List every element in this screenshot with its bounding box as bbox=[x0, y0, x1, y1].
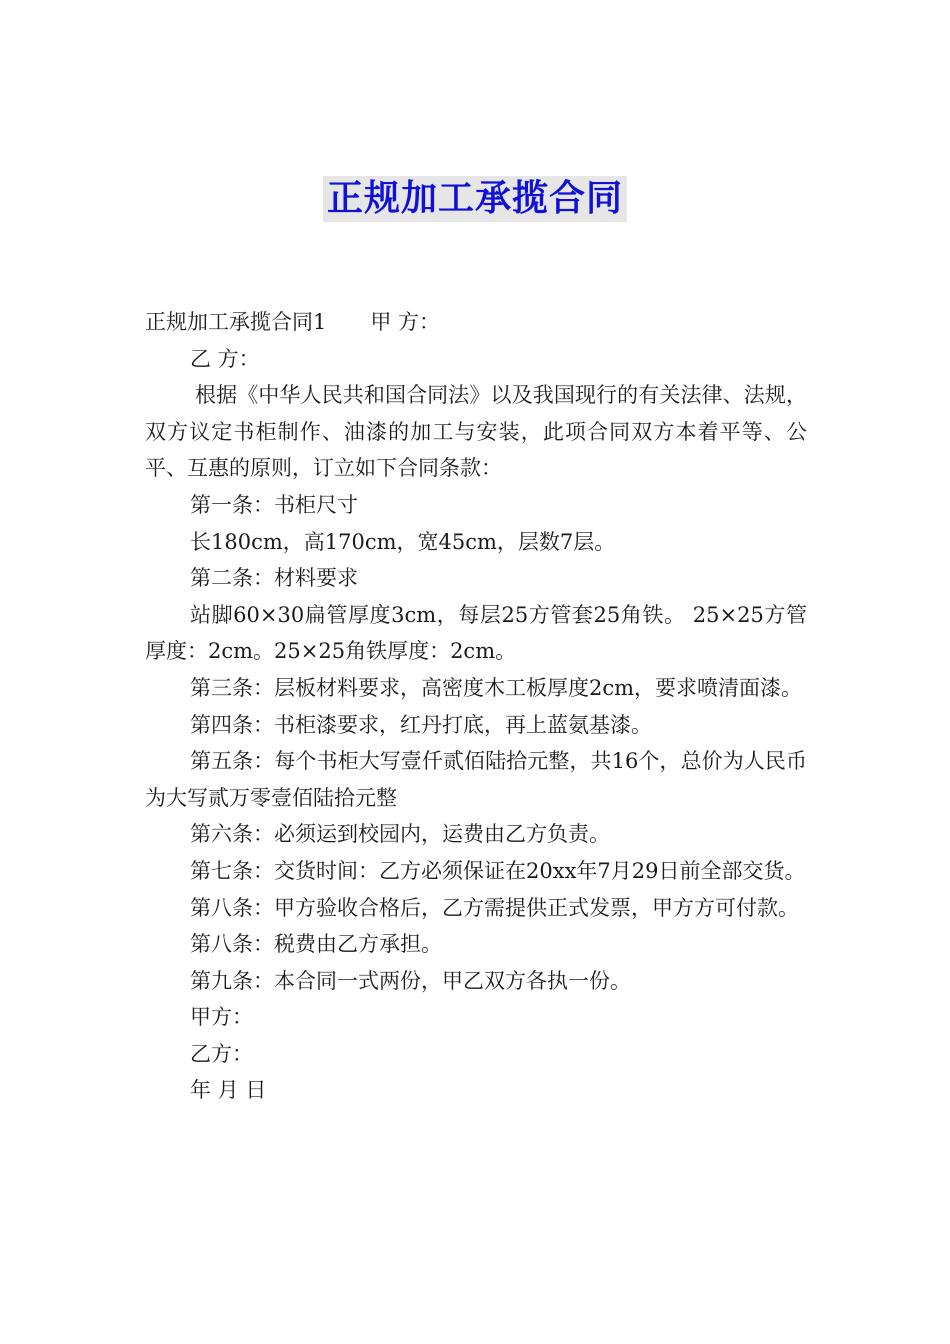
paragraph-article-9: 第九条：本合同一式两份，甲乙双方各执一份。 bbox=[190, 968, 631, 993]
paragraph-article-8b: 第八条：税费由乙方承担。 bbox=[190, 932, 442, 957]
paragraph-article-3: 第三条：层板材料要求，高密度木工板厚度2cm，要求喷清面漆。 bbox=[190, 675, 803, 700]
paragraph-article-4: 第四条：书柜漆要求，红丹打底，再上蓝氨基漆。 bbox=[190, 712, 652, 737]
paragraph-article-1-heading: 第一条：书柜尺寸 bbox=[190, 492, 358, 517]
paragraph-article-5: 第五条：每个书柜大写壹仟贰佰陆拾元整，共16个，总价为人民币为大写贰万零壹佰陆拾元整 bbox=[145, 749, 807, 810]
paragraph-article-7: 第七条：交货时间：乙方必须保证在20xx年7月29日前全部交货。 bbox=[190, 858, 806, 883]
paragraph-article-2-content: 站脚60×30扁管厚度3cm，每层25方管套25角铁。 25×25方管厚度：2cm。25×25角铁厚度：2cm。 bbox=[145, 602, 807, 664]
paragraph-article-1-content: 长180cm，高170cm，宽45cm，层数7层。 bbox=[190, 529, 616, 554]
document-body bbox=[145, 304, 807, 1109]
signature-party-b: 乙方： bbox=[190, 1041, 253, 1066]
header-left-text: 正规加工承揽合同1 bbox=[145, 310, 327, 334]
document-title: 正规加工承揽合同 bbox=[323, 176, 627, 222]
paragraph-article-6: 第六条：必须运到校园内，运费由乙方负责。 bbox=[190, 822, 610, 847]
paragraph-intro: 根据《中华人民共和国合同法》以及我国现行的有关法律、法规，双方议定书柜制作、油漆的加工与安装，此项合同双方本着平等、公平、互惠的原则，订立如下合同条款： bbox=[145, 383, 807, 481]
paragraph-article-8a: 第八条：甲方验收合格后，乙方需提供正式发票，甲方方可付款。 bbox=[190, 895, 799, 920]
party-a-header-label: 甲 方： bbox=[370, 310, 441, 334]
title-container bbox=[0, 176, 950, 222]
header-line bbox=[145, 304, 807, 341]
paragraph-article-2-heading: 第二条：材料要求 bbox=[190, 566, 358, 591]
party-b-header-label: 乙 方： bbox=[190, 346, 260, 371]
signature-party-a: 甲方： bbox=[190, 1005, 253, 1030]
signature-date: 年 月 日 bbox=[190, 1078, 267, 1103]
